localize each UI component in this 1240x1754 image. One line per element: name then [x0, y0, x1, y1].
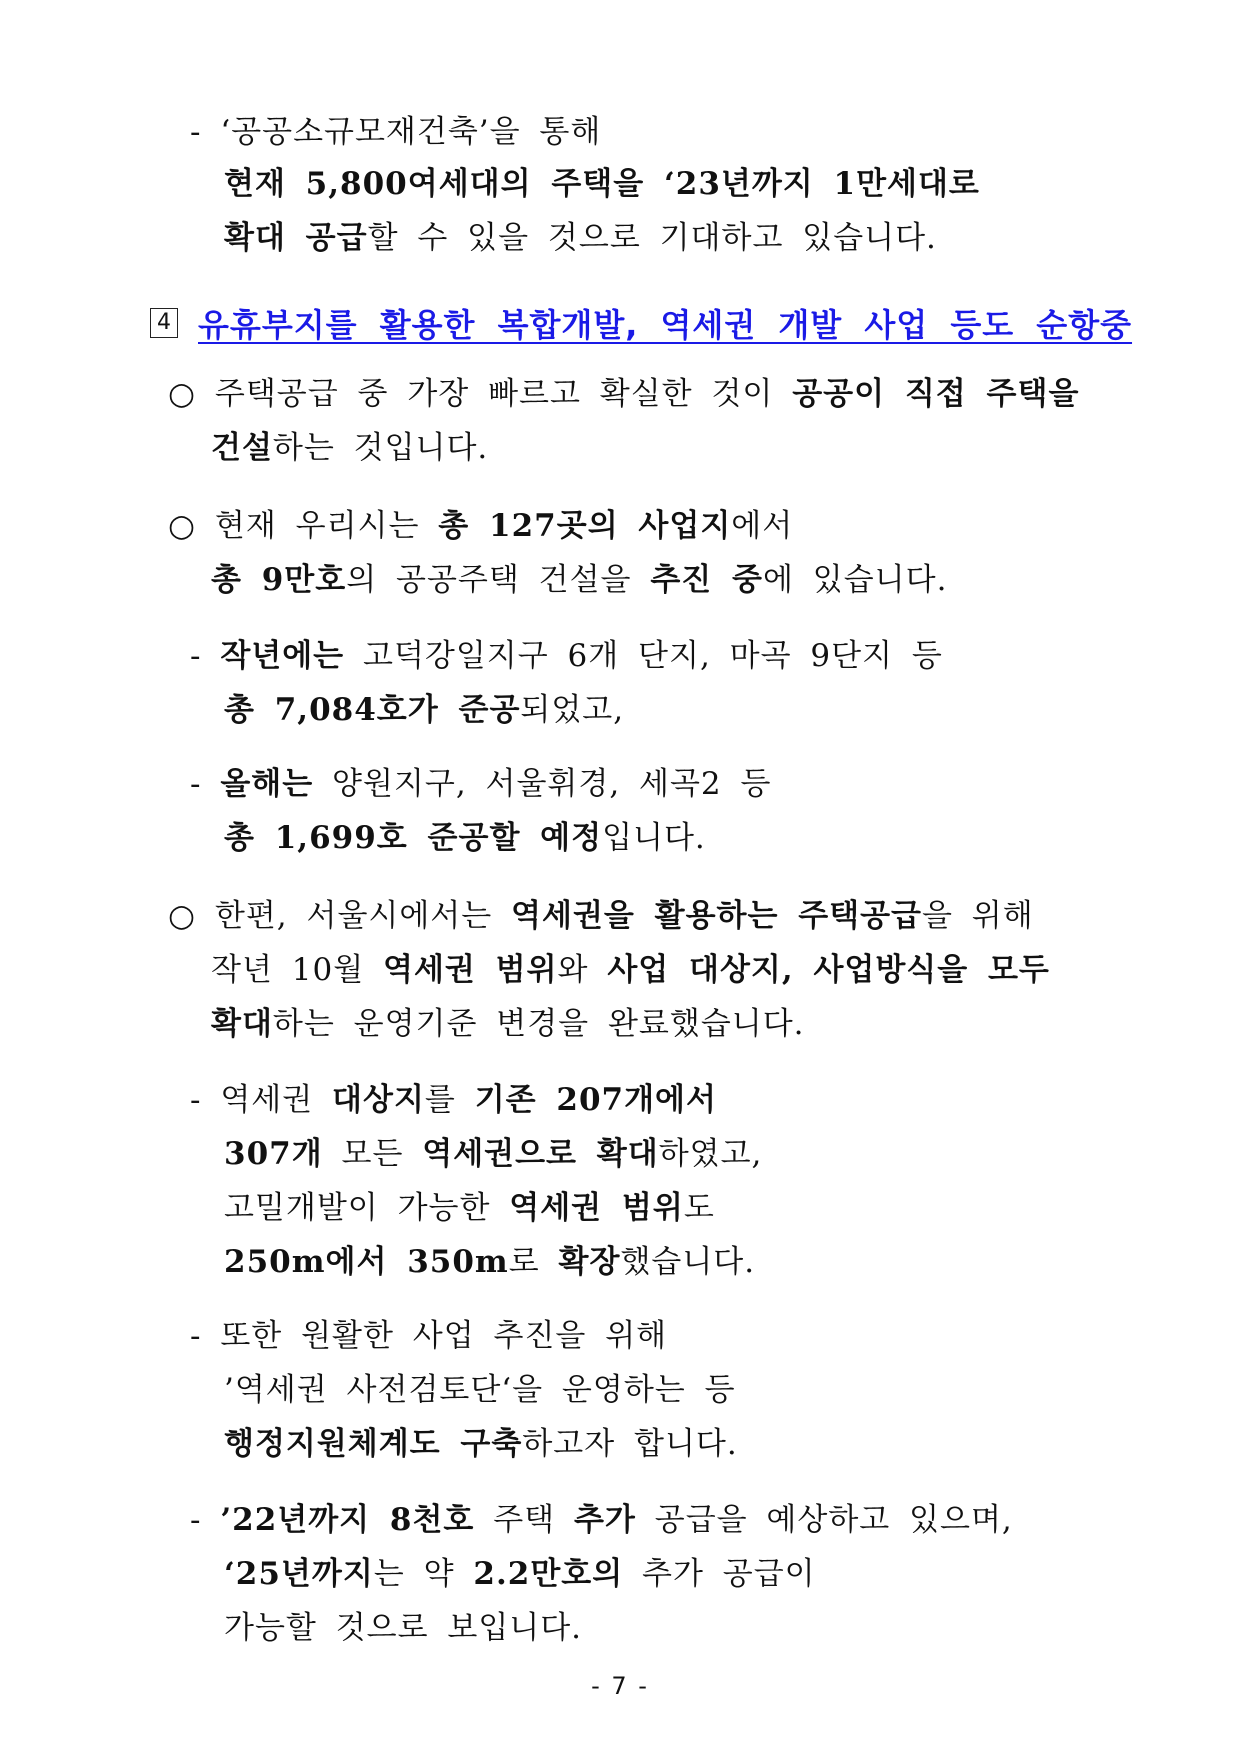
- text-span: 하는 운영기준 변경을 완료했습니다.: [272, 1006, 805, 1042]
- sub4-line-1: [190, 1316, 667, 1356]
- text-span: 한편, 서울시에서는: [214, 898, 512, 934]
- text-span: 의 공공주택 건설을: [346, 562, 651, 598]
- text-span: ’역세권 사전검토단‘을 운영하는 등: [224, 1372, 736, 1408]
- text-span: 를: [424, 1082, 475, 1118]
- section-title: 유휴부지를 활용한 복합개발, 역세권 개발 사업 등도 순항중: [198, 306, 1133, 344]
- intro-line-2: [224, 164, 980, 204]
- sub5-line-2: [224, 1554, 816, 1594]
- sub1-line-2: [224, 690, 624, 730]
- bold-span: 추진 중: [650, 562, 763, 598]
- bold-span: 사업 대상지, 사업방식을 모두: [607, 952, 1050, 988]
- bold-span: 307개: [224, 1136, 323, 1172]
- para3-line-2: [211, 950, 1050, 990]
- bold-span: 역세권을 활용하는 주택공급: [511, 898, 922, 934]
- bold-span: 추가: [573, 1502, 636, 1538]
- text-span: 양원지구, 서울휘경, 세곡2 등: [313, 766, 772, 802]
- intro-line-1: [190, 112, 601, 152]
- intro-line-3: [224, 218, 937, 258]
- text-span: 와: [557, 952, 608, 988]
- text-span: 로: [508, 1244, 559, 1280]
- para2-line-2: [211, 560, 947, 600]
- text-span: 할 수 있을 것으로 기대하고 있습니다.: [367, 220, 937, 256]
- sub3-line-1: [190, 1080, 717, 1120]
- text-span: 역세권: [220, 1082, 333, 1118]
- bold-span: 건설: [211, 430, 273, 466]
- sub3-line-2: [224, 1134, 762, 1174]
- text-span: 는 약: [373, 1556, 474, 1592]
- sub3-line-4: [224, 1242, 755, 1282]
- text-span: 가능할 것으로 보입니다.: [224, 1610, 583, 1646]
- text-span: 공급을 예상하고 있으며,: [635, 1502, 1013, 1538]
- bold-span: 역세권 범위: [509, 1190, 684, 1226]
- bold-span: 역세권 범위: [383, 952, 558, 988]
- bold-span: 총 127곳의 사업지: [438, 508, 732, 544]
- bullet-circle: ○: [168, 898, 215, 934]
- bold-span: 행정지원체계도 구축: [224, 1426, 523, 1462]
- bullet-circle: ○: [168, 376, 215, 412]
- page-number: - 7 -: [591, 1672, 649, 1700]
- para3-line-3: [211, 1004, 805, 1044]
- sub5-line-3: [224, 1608, 582, 1648]
- sub5-line-1: [190, 1500, 1013, 1540]
- para2-line-1: [168, 506, 793, 546]
- section-heading: [150, 300, 1132, 346]
- bold-span: 250m에서 350m: [224, 1244, 509, 1280]
- bold-span: 올해는: [220, 766, 314, 802]
- bold-span: 확대: [211, 1006, 273, 1042]
- text-span: 도: [683, 1190, 715, 1226]
- bold-span: 현재 5,800여세대의 주택을 ‘23년까지 1만세대로: [224, 166, 980, 202]
- dash-marker: -: [190, 766, 221, 802]
- text-span: 했습니다.: [620, 1244, 756, 1280]
- text-span: 입니다.: [602, 820, 706, 856]
- text-span: 고밀개발이 가능한: [224, 1190, 510, 1226]
- bold-span: 확대 공급: [224, 220, 368, 256]
- bold-span: ’22년까지 8천호: [220, 1502, 475, 1538]
- text-span: 주택공급 중 가장 빠르고 확실한 것이: [214, 376, 793, 412]
- text-span: 작년 10월: [211, 952, 383, 988]
- text-span: 에 있습니다.: [762, 562, 948, 598]
- text-span: 모든: [322, 1136, 423, 1172]
- sub3-line-3: [224, 1188, 715, 1228]
- bold-span: 작년에는: [220, 638, 345, 674]
- bullet-circle: ○: [168, 508, 215, 544]
- bold-span: 총 1,699호 준공할 예정: [224, 820, 603, 856]
- para1-line-1: [168, 374, 1079, 414]
- text-span: 현재 우리시는: [214, 508, 439, 544]
- text-span: 고덕강일지구 6개 단지, 마곡 9단지 등: [344, 638, 943, 674]
- bold-span: 총 7,084호가 준공: [224, 692, 521, 728]
- text-span: 에서: [731, 508, 794, 544]
- sub2-line-2: [224, 818, 706, 858]
- bold-span: 기존 207개에서: [474, 1082, 717, 1118]
- para3-line-1: [168, 896, 1034, 936]
- dash-marker: -: [190, 638, 221, 674]
- dash-marker: -: [190, 1318, 221, 1354]
- sub1-line-1: [190, 636, 943, 676]
- sub4-line-3: [224, 1424, 738, 1464]
- dash-marker: -: [190, 1502, 221, 1538]
- para1-line-2: [211, 428, 488, 468]
- sub4-line-2: [224, 1370, 736, 1410]
- bold-span: 총 9만호: [211, 562, 347, 598]
- text-span: ‘공공소규모재건축’을 통해: [220, 114, 602, 150]
- text-span: 하고자 합니다.: [522, 1426, 738, 1462]
- text-span: 을 위해: [921, 898, 1034, 934]
- text-span: 하는 것입니다.: [272, 430, 489, 466]
- dash-marker: -: [190, 1082, 221, 1118]
- bold-span: 2.2만호의: [473, 1556, 624, 1592]
- dash-marker: -: [190, 114, 221, 150]
- text-span: 되었고,: [520, 692, 625, 728]
- text-span: 하였고,: [658, 1136, 763, 1172]
- text-span: 추가 공급이: [623, 1556, 816, 1592]
- text-span: 주택: [474, 1502, 574, 1538]
- sub2-line-1: [190, 764, 771, 804]
- text-span: 또한 원활한 사업 추진을 위해: [220, 1318, 668, 1354]
- bold-span: 역세권으로 확대: [422, 1136, 659, 1172]
- bold-span: 공공이 직접 주택을: [792, 376, 1080, 412]
- bold-span: ‘25년까지: [224, 1556, 374, 1592]
- section-number-box: 4: [150, 308, 178, 338]
- bold-span: 대상지: [332, 1082, 425, 1118]
- bold-span: 확장: [558, 1244, 621, 1280]
